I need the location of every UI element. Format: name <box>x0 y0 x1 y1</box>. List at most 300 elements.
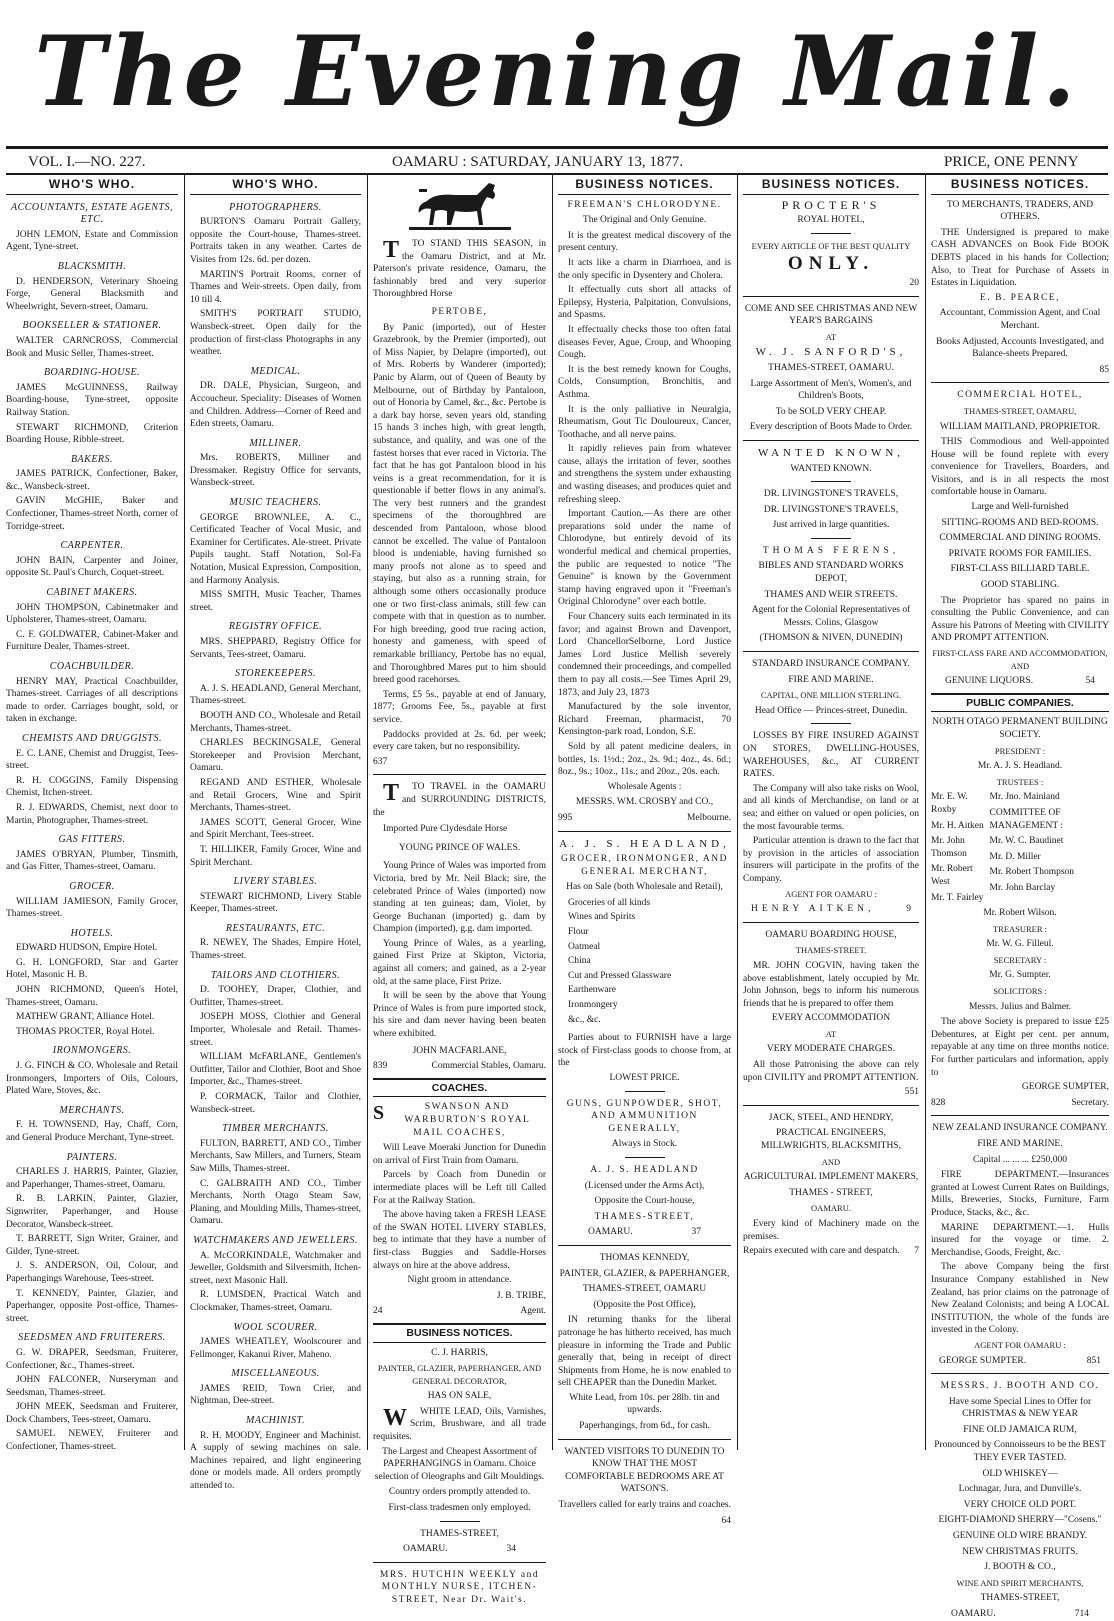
trustee-name: Mr. Jno. Mainland <box>989 792 1060 803</box>
wanted-known-2: WANTED KNOWN. <box>790 463 872 474</box>
column-rule <box>737 174 738 1450</box>
category-heading: BLACKSMITH. <box>57 260 127 272</box>
headland-guns: GUNS, GUNPOWDER, SHOT, AND AMMUNITION GENERALLY, <box>566 1098 723 1134</box>
jack-agricultural: AGRICULTURAL IMPLEMENT MAKERS, <box>743 1172 919 1183</box>
chlorodyne-text <box>558 230 731 779</box>
headland-street: THAMES-STREET, <box>594 1211 695 1222</box>
standard-losses: LOSSES BY FIRE INSURED AGAINST ON STORES, DWELLING-HOUSES, WAREHOUSES, &c., AT CURRENT RATES. <box>743 731 919 780</box>
price: PRICE, ONE PENNY <box>944 154 1079 170</box>
pearce-books: Books Adjusted, Accounts Investigated, and Balance-sheets Prepared. <box>936 336 1104 360</box>
pearce-ad <box>931 199 1109 377</box>
coach-title: SWANSON AND WARBURTON'S ROYAL MAIL COACHES, <box>404 1102 531 1138</box>
category-heading: SEEDSMEN AND FRUITERERS. <box>18 1332 166 1344</box>
directory-entry: C. GALBRAITH AND CO., Timber Merchants, North Otago Steam Saw, Planing, and Moulding Mills, Thames-street, Oamaru. <box>190 1178 361 1227</box>
harris-country: Country orders promptly attended to. <box>388 1487 531 1498</box>
booth-whiskey-brands: Lochnagar, Jura, and Dunville's. <box>958 1484 1082 1495</box>
coach-agent: Agent. <box>520 1306 546 1317</box>
cogvin-ad <box>743 929 919 1099</box>
livingstone-ad <box>743 447 919 645</box>
kennedy-lead: White Lead, from 10s. per 28lb. tin and upwards. <box>569 1392 720 1416</box>
headland-town: OAMARU. <box>588 1227 633 1238</box>
directory-entry: C. F. GOLDWATER, Cabinet-Maker and Furniture Dealer, Thames-street. <box>6 629 178 653</box>
boarding-street: THAMES-STREET. <box>795 945 867 956</box>
divider <box>440 1521 480 1522</box>
ad-number: 995 <box>558 812 573 823</box>
category-heading: CABINET MAKERS. <box>46 587 138 599</box>
column-heading: WHO'S WHO. <box>6 178 178 195</box>
coach-parcels: Parcels by Coach from Dunedin or intermediate places will be Left till Called For at the Railway Station. <box>373 1170 546 1206</box>
procter-quality: EVERY ARTICLE OF THE BEST QUALITY <box>751 240 911 251</box>
category-heading: HOTELS. <box>70 927 114 939</box>
headland-item: Flour <box>568 927 589 938</box>
headland-items <box>558 897 731 1026</box>
category-heading: BOOKSELLER & STATIONER. <box>22 320 162 332</box>
section-bar-coaches: COACHES. <box>373 1078 546 1098</box>
chlorodyne-paragraph: Sold by all patent medicine dealers, in bottles, 1s. 1½d.; 2oz., 2s. 9d.; 4oz., 4s. 6d.; 8oz., 9s.; 10oz., 11s.; and 20oz., 20s. each. <box>558 741 731 778</box>
booth-whiskey: OLD WHISKEY— <box>982 1468 1058 1479</box>
wilson: Mr. Robert Wilson. <box>983 908 1057 919</box>
directory-entry: WILLIAM JAMIESON, Family Grocer, Thames-street. <box>6 896 178 920</box>
coach-groom: Night groom in attendance. <box>407 1275 512 1286</box>
treasurer-label: TREASURER : <box>992 923 1048 934</box>
headland-item: Cut and Pressed Glassware <box>568 970 672 981</box>
chlorodyne-paragraph: It rapidly relieves pain from whatever cause, allays the irritation of fever, soothes and strengthens the system under exhausting and wasting diseases, and produces quiet and refreshing sleep. <box>558 444 731 505</box>
ad-number: 7 <box>914 1246 919 1257</box>
category-heading: TIMBER MERCHANTS. <box>222 1123 329 1135</box>
coach-ad <box>373 1101 546 1318</box>
pearce-name: E. B. PEARCE, <box>980 292 1060 303</box>
standard-fire: FIRE AND MARINE. <box>788 674 874 685</box>
directory-entry: JOHN BAIN, Carpenter and Joiner, opposite St. Paul's Church, Coquet-street. <box>6 555 178 579</box>
divider <box>625 1091 665 1092</box>
nz-fire-dept: FIRE DEPARTMENT.—Insurances granted at Lowest Current Rates on Buildings, Mills, Breweries, Stocks, Furniture, Farm Produce, Stacks, &c., &c. <box>931 1170 1109 1218</box>
column-heading: BUSINESS NOTICES. <box>558 178 731 195</box>
category-heading: BOARDING-HOUSE. <box>43 367 141 379</box>
directory-entry: Mrs. ROBERTS, Milliner and Dressmaker. Registry Office for servants, Wansbeck-street. <box>190 453 361 489</box>
category-heading: MEDICAL. <box>250 365 301 377</box>
trustees-grid <box>931 791 1109 907</box>
directory-entry: JOHN RICHMOND, Queen's Hotel, Thames-street, Oamaru. <box>6 985 178 1008</box>
directory-entry: R. B. LARKIN, Painter, Glazier, Signwriter, Paperhanger, and House Decorator, Wansbeck-street. <box>6 1194 178 1230</box>
column-heading: BUSINESS NOTICES. <box>743 178 919 195</box>
harris-paperhangings: The Largest and Cheapest Assortment of PAPERHANGINGS in Oamaru. Choice selection of Oleographs and Gilt Mouldings. <box>374 1446 545 1482</box>
hotel-proprietor: The Proprietor has spared no pains in consulting the Public Convenience, and can Assure his Patrons of Meeting with CIVILITY AND PROMPT ATTENTION. <box>931 595 1109 644</box>
chlorodyne-ad <box>558 199 731 825</box>
procter-only: ONLY. <box>787 253 875 275</box>
trustees-label: TRUSTEES : <box>996 776 1044 787</box>
coach-lease: The above having taken a FRESH LEASE of the SWAN HOTEL LIVERY STABLES, beg to intimate that they have a number of first-class Buggies and Saddle-Horses always on hire at the above address. <box>373 1210 546 1271</box>
booth-title: MESSRS. J. BOOTH AND CO. <box>940 1381 1100 1392</box>
nz-capital: Capital ... ... ... £250,000 <box>973 1154 1067 1165</box>
ad-number: 20 <box>909 277 919 288</box>
category-heading: WOOL SCOURER. <box>233 1321 318 1333</box>
cogvin-text: MR. JOHN COGVIN, having taken the above establishment, lately occupied by Mr. John Johnson, begs to inform his numerous friends that he is prepared to offer them <box>743 960 919 1009</box>
column-heading: BUSINESS NOTICES. <box>931 178 1109 195</box>
hotel-billiard: FIRST-CLASS BILLIARD TABLE. <box>950 564 1090 575</box>
watson-ad <box>558 1446 731 1528</box>
and-label: AND <box>821 1156 841 1167</box>
divider <box>811 481 851 482</box>
directory-entry: STEWART RICHMOND, Livery Stable Keeper, Thames-street. <box>190 891 361 915</box>
directory-list <box>190 202 361 1493</box>
directory-entry: THOMAS PROCTER, Royal Hotel. <box>16 1026 155 1037</box>
directory-entry: D. TOOHEY, Draper, Clothier, and Outfitter, Thames-street. <box>190 985 361 1008</box>
ferens-thomson: (THOMSON & NIVEN, DUNEDIN) <box>759 633 903 644</box>
watson-title: WANTED VISITORS TO DUNEDIN TO KNOW THAT THE MOST COMFORTABLE BEDROOMS ARE AT WATSON'S. <box>564 1446 725 1495</box>
masthead-rule <box>6 146 1108 149</box>
chlorodyne-agents: Wholesale Agents : <box>607 781 682 792</box>
sanford-ad <box>743 303 919 434</box>
directory-entry: BURTON'S Oamaru Portrait Gallery, opposite the Court-house, Thames-street. Portraits taken in any weather. Cartes de Visites from 12s. 6d. per dozen. <box>190 217 361 265</box>
horse-name: YOUNG PRINCE OF WALES. <box>398 842 521 853</box>
category-heading: MUSIC TEACHERS. <box>229 497 322 509</box>
nz-marine-dept: MARINE DEPARTMENT.—1. Hulls insured for the voyage or time. 2. Merchandise, Goods, Freight, &c. <box>931 1222 1109 1258</box>
directory-entry: HENRY MAY, Practical Coachbuilder, Thames-street. Carriages of all descriptions made to order. Carriages bought, sold, or taken in exchange. <box>6 676 178 725</box>
directory-entry: R. J. EDWARDS, Chemist, next door to Martin, Photographer, Thames-street. <box>6 802 178 826</box>
directory-entry: JAMES O'BRYAN, Plumber, Tinsmith, and Gas Fitter, Thames-street, Oamaru. <box>6 849 178 873</box>
ad-number: 24 <box>373 1306 383 1317</box>
column-horses-coaches <box>373 178 546 1605</box>
column-business-3 <box>931 177 1109 1619</box>
at-label: AT <box>825 331 837 342</box>
directory-entry: JAMES McGUINNESS, Railway Boarding-house, Tyne-street, opposite Railway Station. <box>6 382 178 418</box>
president: Mr. A. J. S. Headland. <box>977 761 1063 772</box>
divider <box>558 1245 731 1246</box>
place-date: OAMARU : SATURDAY, JANUARY 13, 1877. <box>392 154 684 170</box>
directory-entry: T. HILLIKER, Family Grocer, Wine and Spirit Merchant. <box>190 844 361 868</box>
dropcap: S <box>373 1102 386 1125</box>
directory-entry: T. KENNEDY, Painter, Glazier, and Paperhanger, opposite Post-office, Thames-street. <box>6 1288 178 1324</box>
nz-insurance-ad <box>931 1122 1109 1367</box>
society-text: The above Society is prepared to issue £25 Debentures, at Eight per cent. per annum, repayable at any time on three months notice. For further particulars and information, apply to <box>931 1017 1109 1078</box>
chlorodyne-paragraph: It acts like a charm in Diarrhoea, and is the only specific in Dysentery and Cholera. <box>558 257 731 281</box>
column-whos-who-1 <box>6 177 178 1453</box>
directory-entry: JAMES SCOTT, General Grocer, Wine and Spirit Merchant, Tees-street. <box>190 817 361 841</box>
booth-sherry: EIGHT-DIAMOND SHERRY—"Cosens." <box>938 1515 1102 1526</box>
at-label: AT <box>825 1028 837 1039</box>
boarding-house: OAMARU BOARDING HOUSE, <box>765 929 897 940</box>
directory-entry: GEORGE BROWNLEE, A. C., Certificated Teacher of Vocal Music, and Examiner for Certificates. Ale-street. Private Pupils taught. Staff Notation, Sol-Fa Notation, Musical Expression, Composition, and Harmony Analysis. <box>190 512 361 586</box>
prince-prizes: Young Prince of Wales, as a yearling, gained First Prize at Skipton, Victoria, against all comers; and gained, as a 2-year old, at the same place, First Prize. <box>373 938 546 987</box>
hotel-large: Large and Well-furnished <box>971 502 1069 513</box>
kennedy-name: THOMAS KENNEDY, <box>599 1252 690 1263</box>
trustee-name: COMMITTEE OF MANAGEMENT : <box>989 807 1063 831</box>
headland-lowest: LOWEST PRICE. <box>609 1073 680 1083</box>
directory-entry: R. H. COGGINS, Family Dispensing Chemist, Itchen-street. <box>6 775 178 799</box>
booth-pronounced: Pronounced by Connoisseurs to be the BEST THEY EVER TASTED. <box>934 1440 1106 1464</box>
divider <box>811 723 851 724</box>
aitken-name: HENRY AITKEN, <box>751 904 875 915</box>
trustee-name: Mr. Robert West <box>931 864 973 887</box>
divider <box>811 233 851 234</box>
jack-title: JACK, STEEL, AND HENDRY, <box>768 1112 894 1123</box>
chlorodyne-paragraph: It is the greatest medical discovery of the present century. <box>558 230 731 254</box>
harris-name: C. J. HARRIS, <box>431 1347 488 1358</box>
harris-address: THAMES-STREET, <box>420 1528 499 1539</box>
civility-text: All those Patronising the above can rely upon CIVILITY and PROMPT ATTENTION. <box>743 1060 919 1083</box>
directory-entry: JAMES REID, Town Crier, and Nightman, Dee-street. <box>190 1383 361 1407</box>
coach-departure: Will Leave Moeraki Junction for Dunedin on arrival of First Train from Oamaru. <box>373 1143 546 1166</box>
directory-entry: GAVIN McGHIE, Baker and Confectioner, Thames-street North, corner of Torridge-street. <box>6 496 178 532</box>
procter-ad <box>743 199 919 290</box>
sanford-address: THAMES-STREET, OAMARU. <box>768 362 894 373</box>
ad-number: 85 <box>1099 364 1109 375</box>
divider <box>931 1115 1109 1116</box>
horse-name: PERTOBE, <box>431 306 488 317</box>
divider <box>558 1439 731 1440</box>
pearce-text: THE Undersigned is prepared to make CASH ADVANCES on Book Fide BOOK DEBTS placed in his hands for Collection; Also, to Treat for Purchase of Assets in Estates in Liquidation. <box>931 227 1109 289</box>
chlorodyne-paragraph: It effectually checks those too often fatal diseases Fever, Ague, Croup, and Whooping Cough. <box>558 324 731 361</box>
prince-pedigree: Young Prince of Wales was imported from Victoria, bred by Mr. Neil Black; sire, the celebrated Prince of Wales (imported) now standing at ten guineas; dam, Violet, by George Buchanan (imported) g. dam by Champion (imported), g.g. dam imported. <box>373 861 546 935</box>
jack-repairs: Repairs executed with care and despatch. <box>743 1246 900 1257</box>
chlorodyne-paragraph: It is the best remedy known for Coughs, Colds, Consumption, Bronchitis, and Asthma. <box>558 364 731 400</box>
commercial-title: COMMERCIAL HOTEL, <box>957 390 1083 401</box>
category-heading: TAILORS AND CLOTHIERS. <box>210 969 341 981</box>
directory-entry: R. LUMSDEN, Practical Watch and Clockmaker, Thames-street, Oamaru. <box>190 1290 361 1313</box>
kennedy-opposite: (Opposite the Post Office), <box>593 1299 696 1310</box>
divider <box>743 922 919 923</box>
horse-breed: Imported Pure Clydesdale Horse <box>383 824 508 835</box>
trustees-right <box>990 791 1109 907</box>
directory-entry: E. C. LANE, Chemist and Druggist, Tees-street. <box>6 748 178 772</box>
directory-entry: REGAND AND ESTHER, Wholesale and Retail Grocers, Wine and Spirit Merchants, Thames-street. <box>190 777 361 814</box>
merchants-title: TO MERCHANTS, TRADERS, AND OTHERS. <box>946 199 1094 223</box>
directory-entry: A. McCORKINDALE, Watchmaker and Jeweller, Goldsmith and Silversmith, Itchen-street, next Masonic Hall. <box>190 1250 361 1286</box>
watson-travellers: Travellers called for early trains and coaches. <box>558 1500 731 1511</box>
standard-insurance-ad <box>743 658 919 916</box>
nz-agent: GEORGE SUMPTER. <box>939 1355 1027 1366</box>
harris-sale: HAS ON SALE, <box>427 1391 492 1402</box>
nz-fire: FIRE AND MARINE. <box>977 1139 1063 1149</box>
directory-entry: P. CORMACK, Tailor and Clothier, Wansbeck-street. <box>190 1092 361 1115</box>
hotel-dining: COMMERCIAL AND DINING ROOMS. <box>939 533 1101 544</box>
masthead <box>0 0 1114 148</box>
directory-entry: G. W. DRAPER, Seedsman, Fruiterer, Confectioner, &c., Thames-street. <box>6 1347 178 1371</box>
category-heading: MILLINER. <box>249 437 302 449</box>
nz-agent-label: AGENT FOR OAMARU : <box>974 1339 1066 1350</box>
booth-wine: WINE AND SPIRIT MERCHANTS, <box>956 1577 1084 1588</box>
directory-entry: G. H. LONGFORD, Star and Garter Hotel, Masonic H. B. <box>6 957 178 981</box>
trustee-name: Mr. H. Aitken <box>931 820 984 831</box>
every-accommodation: EVERY ACCOMMODATION <box>771 1013 891 1024</box>
directory-entry: JOSEPH MOSS, Clothier and General Importer, Wholesale and Retail. Thames-street. <box>190 1012 361 1048</box>
trustee-name: Mr. T. Fairley <box>931 892 984 903</box>
volume-number: VOL. I.—NO. 227. <box>28 154 146 170</box>
headland-title: A. J. S. HEADLAND, <box>559 837 730 850</box>
hotel-sitting: SITTING-ROOMS AND BED-ROOMS. <box>941 517 1099 528</box>
sumpter-role: Secretary. <box>1071 1097 1109 1108</box>
solicitors-label: SOLICITORS : <box>993 986 1047 997</box>
pertobe-ad <box>373 238 546 768</box>
directory-entry: JAMES PATRICK, Confectioner, Baker, &c., Wansbeck-street. <box>6 469 178 492</box>
headland-ad <box>558 838 731 1239</box>
category-heading: IRONMONGERS. <box>52 1045 132 1057</box>
category-heading: GAS FITTERS. <box>58 834 126 846</box>
booth-port: VERY CHOICE OLD PORT. <box>963 1499 1077 1510</box>
livingstone-arrived: Just arrived in large quantities. <box>772 520 890 531</box>
owner-name: JOHN MACFARLANE, <box>412 1045 507 1056</box>
directory-entry: R. H. MOODY, Engineer and Machinist. A supply of sewing machines on sale. Machines repaired, and light engineering done or models made. All orders promptly attended to. <box>190 1430 361 1492</box>
pearce-role: Accountant, Commission Agent, and Coal Merchant. <box>939 308 1101 331</box>
chlorodyne-subtitle: The Original and Only Genuine. <box>582 215 707 226</box>
headland-item: Oatmeal <box>568 941 601 952</box>
dateline-rule <box>6 173 1108 175</box>
hotel-liquors: GENUINE LIQUORS. <box>945 676 1034 687</box>
kennedy-trade: PAINTER, GLAZIER, & PAPERHANGER, <box>559 1268 730 1279</box>
jack-steel-ad <box>743 1112 919 1258</box>
directory-entry: J. G. FINCH & CO. Wholesale and Retail Ironmongers, Importers of Oils, Colours, Plated Ware, Stoves, &c. <box>6 1061 178 1097</box>
standard-wool: The Company will also take risks on Wool, and all kinds of Merchandise, on land or at sea; and either on valued or open policies, on the most favourable terms. <box>743 783 919 832</box>
directory-entry: SMITH'S PORTRAIT STUDIO, Wansbeck-street. Open daily for the production of first-class Photographs in any weather. <box>190 309 361 358</box>
ad-number: 551 <box>904 1087 919 1098</box>
society-title: NORTH OTAGO PERMANENT BUILDING SOCIETY. <box>932 717 1108 740</box>
dateline <box>0 152 1114 174</box>
divider <box>743 440 919 441</box>
commercial-hotel-ad <box>931 389 1109 687</box>
trustee-name: Mr. W. C. Baudinet <box>989 836 1064 847</box>
booth-street: THAMES-STREET, <box>980 1593 1060 1604</box>
column-business-1 <box>558 177 731 1526</box>
directory-entry: JOHN MEEK, Seedsman and Fruiterer, Dock Chambers, Tees-street, Oamaru. <box>6 1402 178 1425</box>
ad-number: 54 <box>1085 676 1095 687</box>
chlorodyne-paragraph: It effectually cuts short all attacks of Epilepsy, Hysteria, Palpitation, Convulsions, and Spasms. <box>558 285 731 321</box>
divider <box>373 774 546 775</box>
booth-ad <box>931 1380 1109 1621</box>
section-bar-public: PUBLIC COMPANIES. <box>931 693 1109 713</box>
directory-entry: MATHEW GRANT, Alliance Hotel. <box>16 1012 155 1023</box>
category-heading: STOREKEEPERS. <box>234 668 317 680</box>
chlorodyne-paragraph: Manufactured by the sole inventor, Richard Freeman, pharmacist, 70 Kensington-park road, London, S.E. <box>558 702 731 738</box>
terms: Terms, £5 5s., payable at end of January, 1877; Grooms Fee, 5s., payable at first service. <box>373 689 546 725</box>
ad-number: 851 <box>1086 1355 1101 1366</box>
trustee-name: Mr. John Barclay <box>989 882 1056 893</box>
chlorodyne-paragraph: It is the only palliative in Neuralgia, Rheumatism, Gout Tic Douloureux, Cancer, Toothache, and all nerve pains. <box>558 404 731 440</box>
harris-goods: WHITE LEAD, Oils, Varnishes, Scrim, Brushware, and all trade requisites. <box>373 1406 546 1443</box>
procter-title: PROCTER'S <box>781 197 881 212</box>
standard-agent-label: AGENT FOR OAMARU : <box>785 888 877 899</box>
president-label: PRESIDENT : <box>994 745 1046 756</box>
divider <box>373 1562 546 1563</box>
directory-entry: DR. DALE, Physician, Surgeon, and Accoucheur. Speciality: Diseases of Women and Children. Address—Corner of Reed and Eden streets, Oamaru. <box>190 381 361 430</box>
trustee-name: Mr. D. Miller <box>989 851 1041 862</box>
prince-ad <box>373 781 546 1072</box>
column-rule <box>552 174 553 1450</box>
divider <box>625 1157 665 1158</box>
chlorodyne-paragraph: Four Chancery suits each terminated in its favor; and against Brown and Davenport, Lord ChancellorSelborne, Lord Justice James Lord Justice Mellish severely condemned their proceedings, and compelled them to pay all costs.—See Times April 29, 1873, and July 23, 1873 <box>558 612 731 698</box>
category-heading: RESTAURANTS, ETC. <box>225 922 326 934</box>
directory-entry: JAMES WHEATLEY, Woolscourer and Fellmonger, Kakanui River, Maheno. <box>190 1337 361 1360</box>
kennedy-paper: Paperhangings, from 6d., for cash. <box>579 1421 710 1432</box>
dropcap: T <box>383 780 400 807</box>
directory-entry: JOHN FALCONER, Nurseryman and Seedsman, Thames-street. <box>6 1375 178 1398</box>
harris-trade: PAINTER, GLAZIER, PAPERHANGER, AND GENERAL DECORATOR, <box>377 1363 542 1386</box>
category-heading: ACCOUNTANTS, ESTATE AGENTS, ETC. <box>10 201 174 226</box>
column-rule <box>367 174 368 1450</box>
directory-entry: F. H. TOWNSEND, Hay, Chaff, Corn, and General Produce Merchant, Tyne-street. <box>6 1120 178 1143</box>
category-heading: COACHBUILDER. <box>49 661 135 672</box>
hotel-fare: FIRST-CLASS FARE AND ACCOMMODATION, AND <box>932 648 1108 671</box>
maitland: WILLIAM MAITLAND, PROPRIETOR. <box>939 421 1101 432</box>
ad-intro: TO STAND THIS SEASON, in the Oamaru District, and at Mr. Paterson's private residence, Oamaru, the fashionably bred and very superior Thoroughbred Horse <box>373 239 546 300</box>
directory-entry: EDWARD HUDSON, Empire Hotel. <box>16 943 158 954</box>
standard-capital: CAPITAL, ONE MILLION STERLING. <box>760 690 902 701</box>
directory-entry: J. S. ANDERSON, Oil, Colour, and Paperhangings Warehouse, Tees-street. <box>6 1261 178 1284</box>
newspaper-title: The Evening Mail. <box>34 15 1080 128</box>
sanford-boots: Large Assortment of Men's, Women's, and Children's Boots, <box>750 378 912 402</box>
divider <box>931 1373 1109 1374</box>
headland-stock: Always in Stock. <box>611 1139 678 1150</box>
dropcap: T <box>383 237 400 263</box>
dropcap: W <box>383 1404 407 1431</box>
jack-practical: PRACTICAL ENGINEERS, MILLWRIGHTS, BLACKSMITHS, <box>761 1128 901 1152</box>
category-heading: REGISTRY OFFICE. <box>228 621 323 633</box>
directory-entry: A. J. S. HEADLAND, General Merchant, Thames-street. <box>190 683 361 707</box>
hotel-private: PRIVATE ROOMS FOR FAMILIES. <box>948 548 1092 559</box>
headland-item: Wines and Spirits <box>568 912 636 923</box>
harris-tradesmen: First-class tradesmen only employed. <box>388 1503 531 1514</box>
directory-entry: STEWART RICHMOND, Criterion Boarding House, Ribble-street. <box>6 422 178 446</box>
ad-number: 34 <box>506 1544 516 1555</box>
hotel-text: THIS Commodious and Well-appointed House will be found replete with every convenience for Travellers, Boarders, and Visitors, and is in all respects the most comfortable house in Oamaru. <box>931 437 1109 498</box>
ad-number: 828 <box>931 1097 946 1108</box>
headland-name: A. J. S. HEADLAND <box>590 1164 699 1175</box>
jack-machinery: Every kind of Machinery made on the premises. <box>743 1219 919 1242</box>
harris-ad <box>373 1347 546 1556</box>
sanford-order: Every description of Boots Made to Order. <box>749 422 913 433</box>
directory-entry: JOHN LEMON, Estate and Commission Agent, Tyne-street. <box>6 229 178 253</box>
category-heading: MISCELLANEOUS. <box>231 1368 320 1380</box>
ad-number: 9 <box>906 904 911 915</box>
column-heading: WHO'S WHO. <box>190 178 361 195</box>
chlorodyne-crosby: MESSRS. WM. CROSBY and CO., <box>575 797 714 808</box>
secretary: Mr. G. Sumpter. <box>989 970 1051 981</box>
building-society-ad <box>931 716 1109 1109</box>
category-heading: BAKERS. <box>70 453 114 465</box>
booth-rum: FINE OLD JAMAICA RUM, <box>963 1424 1077 1435</box>
divider <box>743 651 919 652</box>
directory-entry: BOOTH AND CO., Wholesale and Retail Merchants, Thames-street. <box>190 710 361 734</box>
horse-engraving <box>373 178 546 234</box>
trustee-name: Mr. Robert Thompson <box>989 867 1075 878</box>
category-heading: PHOTOGRAPHERS. <box>229 201 322 213</box>
booth-brandy: GENUINE OLD WIRE BRANDY. <box>952 1531 1088 1542</box>
divider <box>743 296 919 297</box>
directory-entry: CHARLES BECKINGSALE, General Storekeeper and Provision Merchant, Oamaru. <box>190 738 361 774</box>
directory-entry: R. NEWEY, The Shades, Empire Hotel, Thames-street. <box>190 938 361 962</box>
ferens-name: THOMAS FERENS, <box>762 545 900 556</box>
headland-item: &c., &c. <box>568 1014 601 1025</box>
trustees-left <box>931 791 990 907</box>
booth-lines: Have some Special Lines to Offer for CHRISTMAS & NEW YEAR <box>948 1396 1092 1420</box>
column-rule <box>184 174 185 1450</box>
category-heading: WATCHMAKERS AND JEWELLERS. <box>193 1234 358 1246</box>
headland-opposite: Opposite the Court-house, <box>594 1196 695 1207</box>
directory-entry: FULTON, BARRETT, AND CO., Timber Merchants, Saw Millers, and Turners, Steam Saw Mills, Thames-street. <box>190 1138 361 1174</box>
directory-entry: MISS SMITH, Music Teacher, Thames street. <box>190 590 361 613</box>
trustee-name: Mr. E. W. Roxby <box>931 792 968 815</box>
column-business-2 <box>743 178 919 1448</box>
wanted-known: WANTED KNOWN, <box>757 446 905 459</box>
category-heading: GROCER. <box>69 880 115 892</box>
hotel-stabling: GOOD STABLING. <box>980 580 1060 591</box>
kennedy-street: THAMES-STREET, OAMARU <box>582 1284 707 1295</box>
coach-signature: J. B. TRIBE, <box>496 1290 546 1301</box>
directory-list <box>6 202 178 1454</box>
divider <box>811 538 851 539</box>
kennedy-text: IN returning thanks for the liberal patronage he has hitherto received, has much pleasure in informing the Trade and Public generally that, being in receipt of direct Shipments from Home, he is now enabled to sell CHEAPER than the Dunedin Market. <box>558 1315 731 1389</box>
trustee-name: Mr. John Thomson <box>931 836 967 859</box>
ferens-streets-text: THAMES AND WEIR STREETS. <box>764 589 898 600</box>
